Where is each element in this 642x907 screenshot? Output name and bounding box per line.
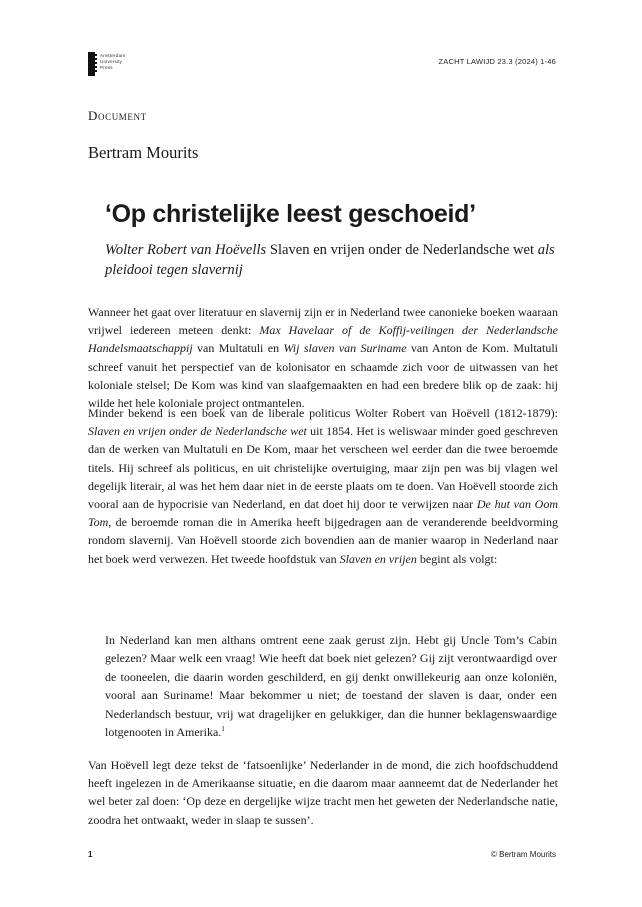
journal-citation: ZACHT LAWIJD 23.3 (2024) 1-46: [438, 57, 556, 66]
paragraph: Minder bekend is een boek van de liberale politicus Wolter Robert van Hoëvell (1812-1879): Slaven en vrijen onder de Nederlandsche wet uit 1854. Het is weliswaar minder goed geschreven dan de werken van Multatuli en De Kom, maar het verscheen wel eerder dan die twee beroemde titels. Hij schreef als politicus, en uit christelijke overtuiging, maar zijn pen was bij vlagen wel degelijk literair, al was het hem daar niet in de eerste plaats om te doen. Van Hoëvell stoorde zich vooral aan de hypocrisie van Nederland, en dat doet hij door te verwijzen naar De hut van Oom Tom, de beroemde roman die in Amerika heeft bijgedragen aan de veranderende beeldvorming rondom slavernij. Van Hoëvell stoorde zich bovendien aan de manier waarop in Nederland naar het boek werd verwezen. Het tweede hoofdstuk van Slaven en vrijen begint als volgt:: [88, 406, 559, 566]
book-title: Slaven en vrijen: [339, 551, 417, 566]
page-number: 1: [88, 850, 93, 859]
document-type-label: Document: [88, 108, 147, 123]
copyright-notice: © Bertram Mourits: [490, 850, 556, 859]
book-title: De hut van Oom Tom: [88, 497, 559, 530]
article-title: ‘Op christelijke leest geschoeid’: [105, 200, 476, 228]
subtitle-italic-part: als pleidooi tegen slavernij: [105, 242, 555, 278]
author-name: Bertram Mourits: [88, 143, 199, 162]
article-subtitle: [105, 240, 565, 280]
aup-logo-icon: [88, 52, 95, 76]
subtitle-italic-part: Wolter Robert van Hoëvells: [105, 242, 267, 258]
paragraph: Wanneer het gaat over literatuur en slavernij zijn er in Nederland twee canonieke boeken waaraan vrijwel iedereen meteen denkt: Max Havelaar of de Koffij-veilingen der Nederlandsche Handelsmaatschappij van Multatuli en Wij slaven van Suriname van Anton de Kom. Multatuli schreef vanuit het perspectief van de kolonisator en schaamde zich voor de uitwassen van het koloniale stelsel; De Kom was kind van slaafgemaakten en had een bredere blik op de zaak: hij wilde het hele koloniale project ontmantelen.: [88, 305, 559, 411]
paragraph: Van Hoëvell legt deze tekst de ‘fatsoenlijke’ Nederlander in de mond, die zich hoofdschuddend heeft ingelezen in de Amerikaanse situatie, en die daarom maar aanneemt dat de Nederlander het wel beter zal doen: ‘Op deze en dergelijke wijze tracht men het geweten der Nederlandsche natie, zoodra het ontwaakt, weder in slaap te sussen’.: [88, 758, 558, 827]
book-title: Slaven en vrijen onder de Nederlandsche wet: [88, 424, 307, 439]
book-title: Max Havelaar of de Koffij-veilingen der Nederlandsche Handelsmaatschappij: [88, 323, 559, 356]
book-title: Wij slaven van Suriname: [283, 341, 407, 356]
publisher-name: Amsterdam University Press: [100, 53, 126, 70]
publisher-logo: [88, 52, 125, 76]
block-quote: In Nederland kan men althans omtrent eene zaak gerust zijn. Hebt gij Uncle Tom’s Cabin gelezen? Maar welk een vraag! Wie heeft dat boek niet gelezen? Gij zijt verontwaardigd over de tooneelen, die daarin worden geschilderd, en gij denkt onwillekeurig aan onze koloniën, vooral aan Suriname! Maar bekommer u niet; de toestand der slaven is daar, onder een Nederlandsch bestuur, vrij wat dragelijker en gelukkiger, dan die hunner beklagenswaardige lotgenooten in Amerika.$^1$: [105, 633, 557, 740]
footnote-reference[interactable]: 1: [221, 725, 225, 734]
subtitle-roman-part: Slaven en vrijen onder de Nederlandsche wet: [266, 242, 538, 258]
